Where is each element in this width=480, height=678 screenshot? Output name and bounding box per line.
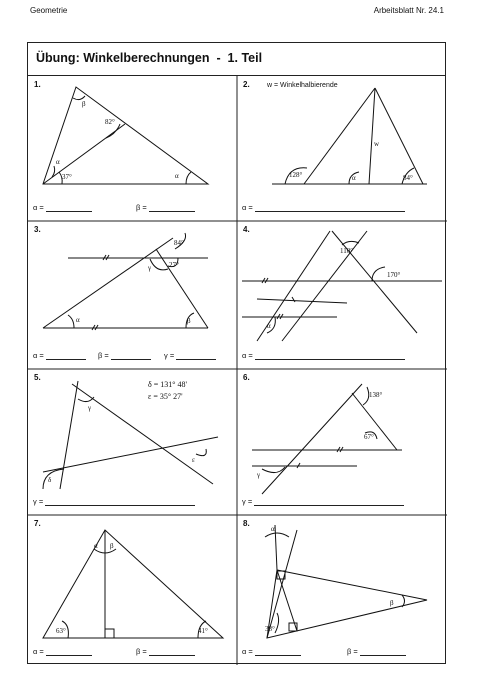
given-delta: δ = 131° 48'	[148, 380, 187, 389]
label-gamma: γ	[257, 471, 261, 479]
figure-4	[237, 221, 447, 369]
label-37: 37°	[62, 173, 72, 181]
figure-6	[237, 369, 447, 515]
exercise-number: 6.	[243, 373, 250, 382]
label-alpha: α	[76, 316, 80, 324]
label-27: 27°	[169, 261, 179, 269]
exercise-number: 4.	[243, 225, 250, 234]
header-sheet-number: Arbeitsblatt Nr. 24.1	[373, 6, 444, 15]
exercise-7	[28, 515, 237, 665]
answer-alpha: α =	[242, 351, 405, 360]
figure-8	[237, 515, 447, 665]
answer-alpha: α =	[33, 647, 92, 656]
label-170: 170°	[387, 271, 401, 279]
figure-3	[28, 221, 237, 369]
figure-2	[237, 76, 447, 221]
label-alpha: α	[352, 174, 356, 182]
label-38: 38°	[265, 625, 275, 633]
label-alpha-1: α	[56, 158, 60, 166]
label-alpha: α	[94, 542, 98, 550]
label-alpha: α	[271, 525, 275, 533]
label-138: 138°	[369, 391, 383, 399]
exercise-number: 3.	[34, 225, 41, 234]
answer-gamma: γ =	[242, 497, 404, 506]
figure-5	[28, 369, 237, 515]
label-84: 84°	[174, 239, 184, 247]
label-41: 41°	[198, 627, 208, 635]
exercise-1	[28, 76, 237, 221]
exercise-4	[237, 221, 447, 369]
label-82: 82°	[105, 118, 115, 126]
exercise-number: 5.	[34, 373, 41, 382]
label-110: 110°	[340, 247, 354, 255]
answer-beta: β =	[136, 647, 195, 656]
answer-beta: β =	[98, 351, 151, 360]
answer-beta: β =	[136, 203, 195, 212]
label-84: 84°	[403, 174, 413, 182]
figure-1	[28, 76, 237, 221]
label-beta: β	[390, 599, 394, 607]
page-title: Übung: Winkelberechnungen - 1. Teil	[28, 43, 445, 76]
answer-alpha: α =	[242, 203, 405, 212]
answer-gamma: γ =	[33, 497, 195, 506]
answer-alpha: α =	[33, 351, 86, 360]
exercise-number: 2.	[243, 80, 250, 89]
worksheet	[27, 42, 446, 664]
label-beta: β	[187, 317, 191, 325]
exercise-3	[28, 221, 237, 369]
answer-alpha: α =	[242, 647, 301, 656]
answer-alpha: α =	[33, 203, 92, 212]
label-w: w	[374, 140, 380, 148]
label-67: 67°	[364, 433, 374, 441]
label-alpha-2: α	[175, 172, 179, 180]
answer-beta: β =	[347, 647, 406, 656]
given-epsilon: ε = 35° 27'	[148, 392, 183, 401]
label-63: 63°	[56, 627, 66, 635]
label-gamma: γ	[148, 264, 152, 272]
exercise-number: 8.	[243, 519, 250, 528]
exercise-number: 1.	[34, 80, 41, 89]
exercise-6	[237, 369, 447, 515]
label-epsilon: ε	[192, 456, 195, 464]
figure-7	[28, 515, 237, 665]
bisector-note: w = Winkelhalbierende	[267, 82, 338, 89]
header-subject: Geometrie	[30, 6, 68, 15]
exercise-5	[28, 369, 237, 515]
exercise-number: 7.	[34, 519, 41, 528]
label-beta: β	[82, 100, 86, 108]
exercise-8	[237, 515, 447, 665]
label-gamma: γ	[88, 404, 92, 412]
label-128: 128°	[289, 171, 303, 179]
answer-gamma: γ =	[164, 351, 216, 360]
label-alpha: α	[267, 322, 271, 330]
label-beta: β	[110, 542, 114, 550]
exercise-2	[237, 76, 447, 221]
label-delta: δ	[48, 476, 52, 484]
